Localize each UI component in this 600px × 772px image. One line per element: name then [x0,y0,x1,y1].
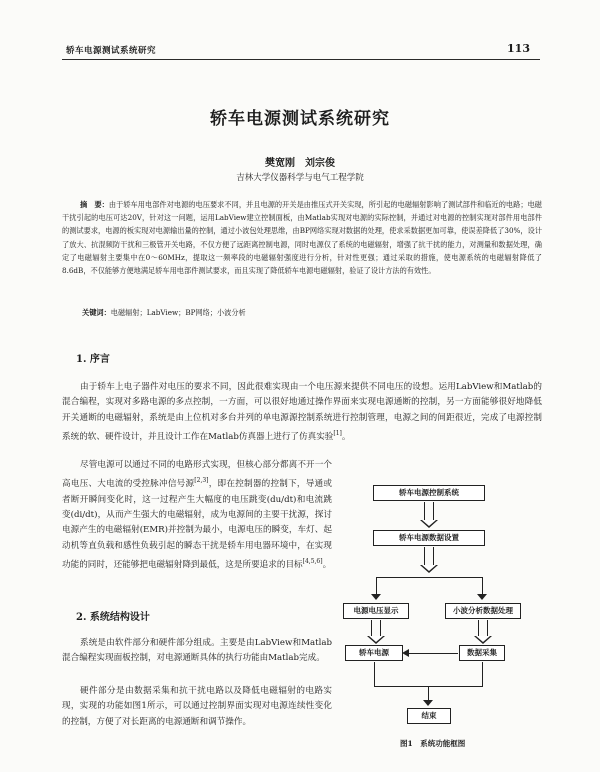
keywords-text: 电磁辐射；LabView；BP网络；小波分析 [110,308,246,317]
box-car-power: 轿车电源 [345,645,403,661]
section-2-heading: 2. 系统结构设计 [76,612,150,623]
section-1-para-1 [62,380,542,445]
section-1-para-1-text: 由于轿车上电子器件对电压的要求不同，因此很难实现由一个电压源来提供不同电压的设想。运用LabView和Matlab的混合编程，实现对多路电源的多点控制，一方面，可以很好地通过操作界面来实现电源通断的控制，另一方面能够很好地降低开关通断的电磁辐射，系统是由上位机对多台并列的单电源源控制系统进行控制管理，电源之间的间距很近，完成了电源控制系统的软、硬件设计，并且设计工作在Matlab仿真器上进行了仿真实验 [62,382,542,443]
hollow-arrow [424,502,434,521]
connector-line [404,653,458,654]
box-end: 结束 [407,708,451,724]
box-data-acquisition: 数据采集 [459,645,505,661]
page-number: 113 [507,42,530,55]
hollow-arrow [478,620,488,637]
abstract-label: 摘 要： [80,200,109,209]
arrow-head [423,700,433,706]
section-1-para-2-text-b: ，即在控制器的控制下，导通或者断开瞬间变化时，这一过程产生大幅度的电压跳变(du/dt)和电流跳变(di/dt)，从而产生强大的电磁辐射，成为电源间的主要干扰源，探讨电源产生的电磁辐射(EMR)并控制为最小，电源电压的瞬变，车灯、起动机等直负载和感性负载引起的瞬态干扰是轿车用电器环境中，在实现功能的同时，还能够把电磁辐射降到最低，这是所要追求的目标 [62,479,332,571]
box-data-settings: 轿车电源数据设置 [373,530,485,546]
keywords-label: 关键词： [82,308,111,317]
keywords [82,308,542,318]
abstract-text: 由于轿车用电部件对电源的电压要求不同，并且电源的开关是由推压式开关实现，所引起的电磁辐射影响了测试部件和临近的电路；电磁干扰引起的电压可达20V，针对这一问题，运用LabView建立控制面板，由Matlab实现对电源的实际控制，并通过对电源的控制实现对部件用电部件的测试要求，电源的板实现对电源输出量的控制，通过小波包处理思维，由BP网络实现对数据的处理，使求采数据更加可靠，使误差降低了30%，设计了放大、抗混频防干扰和三极管开关电路，不仅方便了远距离控制电源，同时电源仅了系统的电磁辐射，增强了抗干扰的能力，对测量和数据处理，确定了电磁辐射主要集中在0～60MHz，提取这一频率段的电磁辐射强度进行分析，针对性更强；通过采取的措施，使电源系统的电磁辐射降低了8.6dB，不仅能够方便地满足轿车用电部件测试要求，而且实现了降低轿车电源电磁辐射，验证了设计方法的有效性。 [62,200,542,276]
section-1-para-2 [62,458,332,574]
paper-affiliation: 吉林大学仪器科学与电气工程学院 [236,173,364,183]
connector-line [482,662,483,686]
paper-title: 轿车电源测试系统研究 [210,109,390,129]
citation: [4,5,6] [302,558,323,566]
arrow-head [371,594,381,600]
connector-line [374,662,375,686]
abstract [62,198,542,277]
box-control-system: 轿车电源控制系统 [373,485,485,501]
section-2-para-2: 硬件部分是由数据采集和抗干扰电路以及降低电磁辐射的电路实现，实现的功能如图1所示，可以通过控制界面实现对电源连续性变化的控制，方便了对长距离的电源通断和调节操作。 [62,686,332,727]
arrow-head [477,594,487,600]
section-1-heading: 1. 序言 [76,354,110,365]
section-1-para-2-end: 。 [322,560,332,571]
branch-line [376,577,482,578]
arrow-head-left [402,649,409,657]
hollow-arrow [371,620,381,637]
hollow-arrow [424,547,434,566]
section-2-para-1: 系统是由软件部分和硬件部分组成。主要是由LabView和Matlab混合编程实现面板控制，对电源通断具体的执行功能由Matlab完成。 [62,638,332,664]
section-1-para-1-end: 。 [341,432,351,443]
figure-1-caption: 图1 系统功能框图 [400,739,466,748]
box-voltage-display: 电源电压显示 [343,603,409,619]
box-wavelet-analysis: 小波分析数据处理 [445,603,521,619]
paper-authors: 樊宽刚 刘宗俊 [265,158,335,169]
citation: [1] [333,430,342,438]
running-header-title: 轿车电源测试系统研究 [66,46,157,56]
section-1-para-2-text-a: 尽管电源可以通过不同的电路形式实现，但核心部分都离不开一个高电压、大电流的受控脉冲信号源 [62,460,332,490]
citation: [2,3] [194,477,209,485]
header-rule [62,59,540,60]
